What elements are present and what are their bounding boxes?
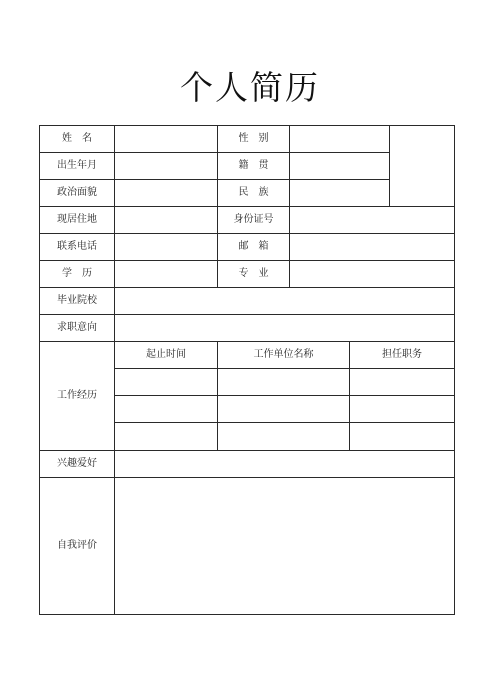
work-period-field[interactable] [115, 423, 217, 450]
label-phone: 联系电话 [57, 241, 97, 252]
label-gender: 性 别 [238, 133, 269, 144]
label-self-evaluation: 自我评价 [57, 540, 97, 551]
work-company-field[interactable] [218, 423, 349, 450]
label-job-intention: 求职意向 [57, 322, 97, 333]
work-header-period: 起止时间 [146, 349, 186, 360]
label-work-experience: 工作经历 [57, 390, 97, 401]
work-header-position: 担任职务 [382, 349, 422, 360]
label-birth: 出生年月 [57, 160, 97, 171]
id-number-field[interactable] [290, 207, 454, 233]
phone-field[interactable] [115, 234, 217, 260]
photo-box[interactable] [390, 126, 454, 206]
label-name: 姓 名 [62, 133, 92, 144]
gender-field[interactable] [290, 126, 389, 152]
major-field[interactable] [290, 261, 454, 287]
label-native-place: 籍 贯 [238, 160, 269, 171]
label-current-address: 现居住地 [57, 214, 97, 225]
label-hobbies: 兴趣爱好 [57, 458, 97, 469]
native-place-field[interactable] [290, 153, 389, 179]
job-intention-field[interactable] [115, 315, 454, 341]
work-company-field[interactable] [218, 396, 349, 422]
self-evaluation-field[interactable] [115, 478, 454, 614]
current-address-field[interactable] [115, 207, 217, 233]
school-field[interactable] [115, 288, 454, 314]
work-period-field[interactable] [115, 396, 217, 422]
ethnicity-field[interactable] [290, 180, 389, 206]
work-position-field[interactable] [350, 369, 454, 395]
work-position-field[interactable] [350, 423, 454, 450]
label-ethnicity: 民 族 [238, 187, 269, 198]
work-company-field[interactable] [218, 369, 349, 395]
name-field[interactable] [115, 126, 217, 152]
label-education: 学 历 [62, 268, 92, 279]
work-header-company: 工作单位名称 [253, 349, 314, 360]
label-id-number: 身份证号 [233, 214, 274, 225]
label-school: 毕业院校 [57, 295, 97, 306]
label-email: 邮 箱 [238, 241, 269, 252]
email-field[interactable] [290, 234, 454, 260]
label-major: 专 业 [238, 268, 269, 279]
birth-field[interactable] [115, 153, 217, 179]
education-field[interactable] [115, 261, 217, 287]
label-political-status: 政治面貌 [57, 187, 97, 198]
work-period-field[interactable] [115, 369, 217, 395]
work-position-field[interactable] [350, 396, 454, 422]
page-title: 个人简历 [180, 68, 320, 107]
political-status-field[interactable] [115, 180, 217, 206]
hobbies-field[interactable] [115, 451, 454, 477]
